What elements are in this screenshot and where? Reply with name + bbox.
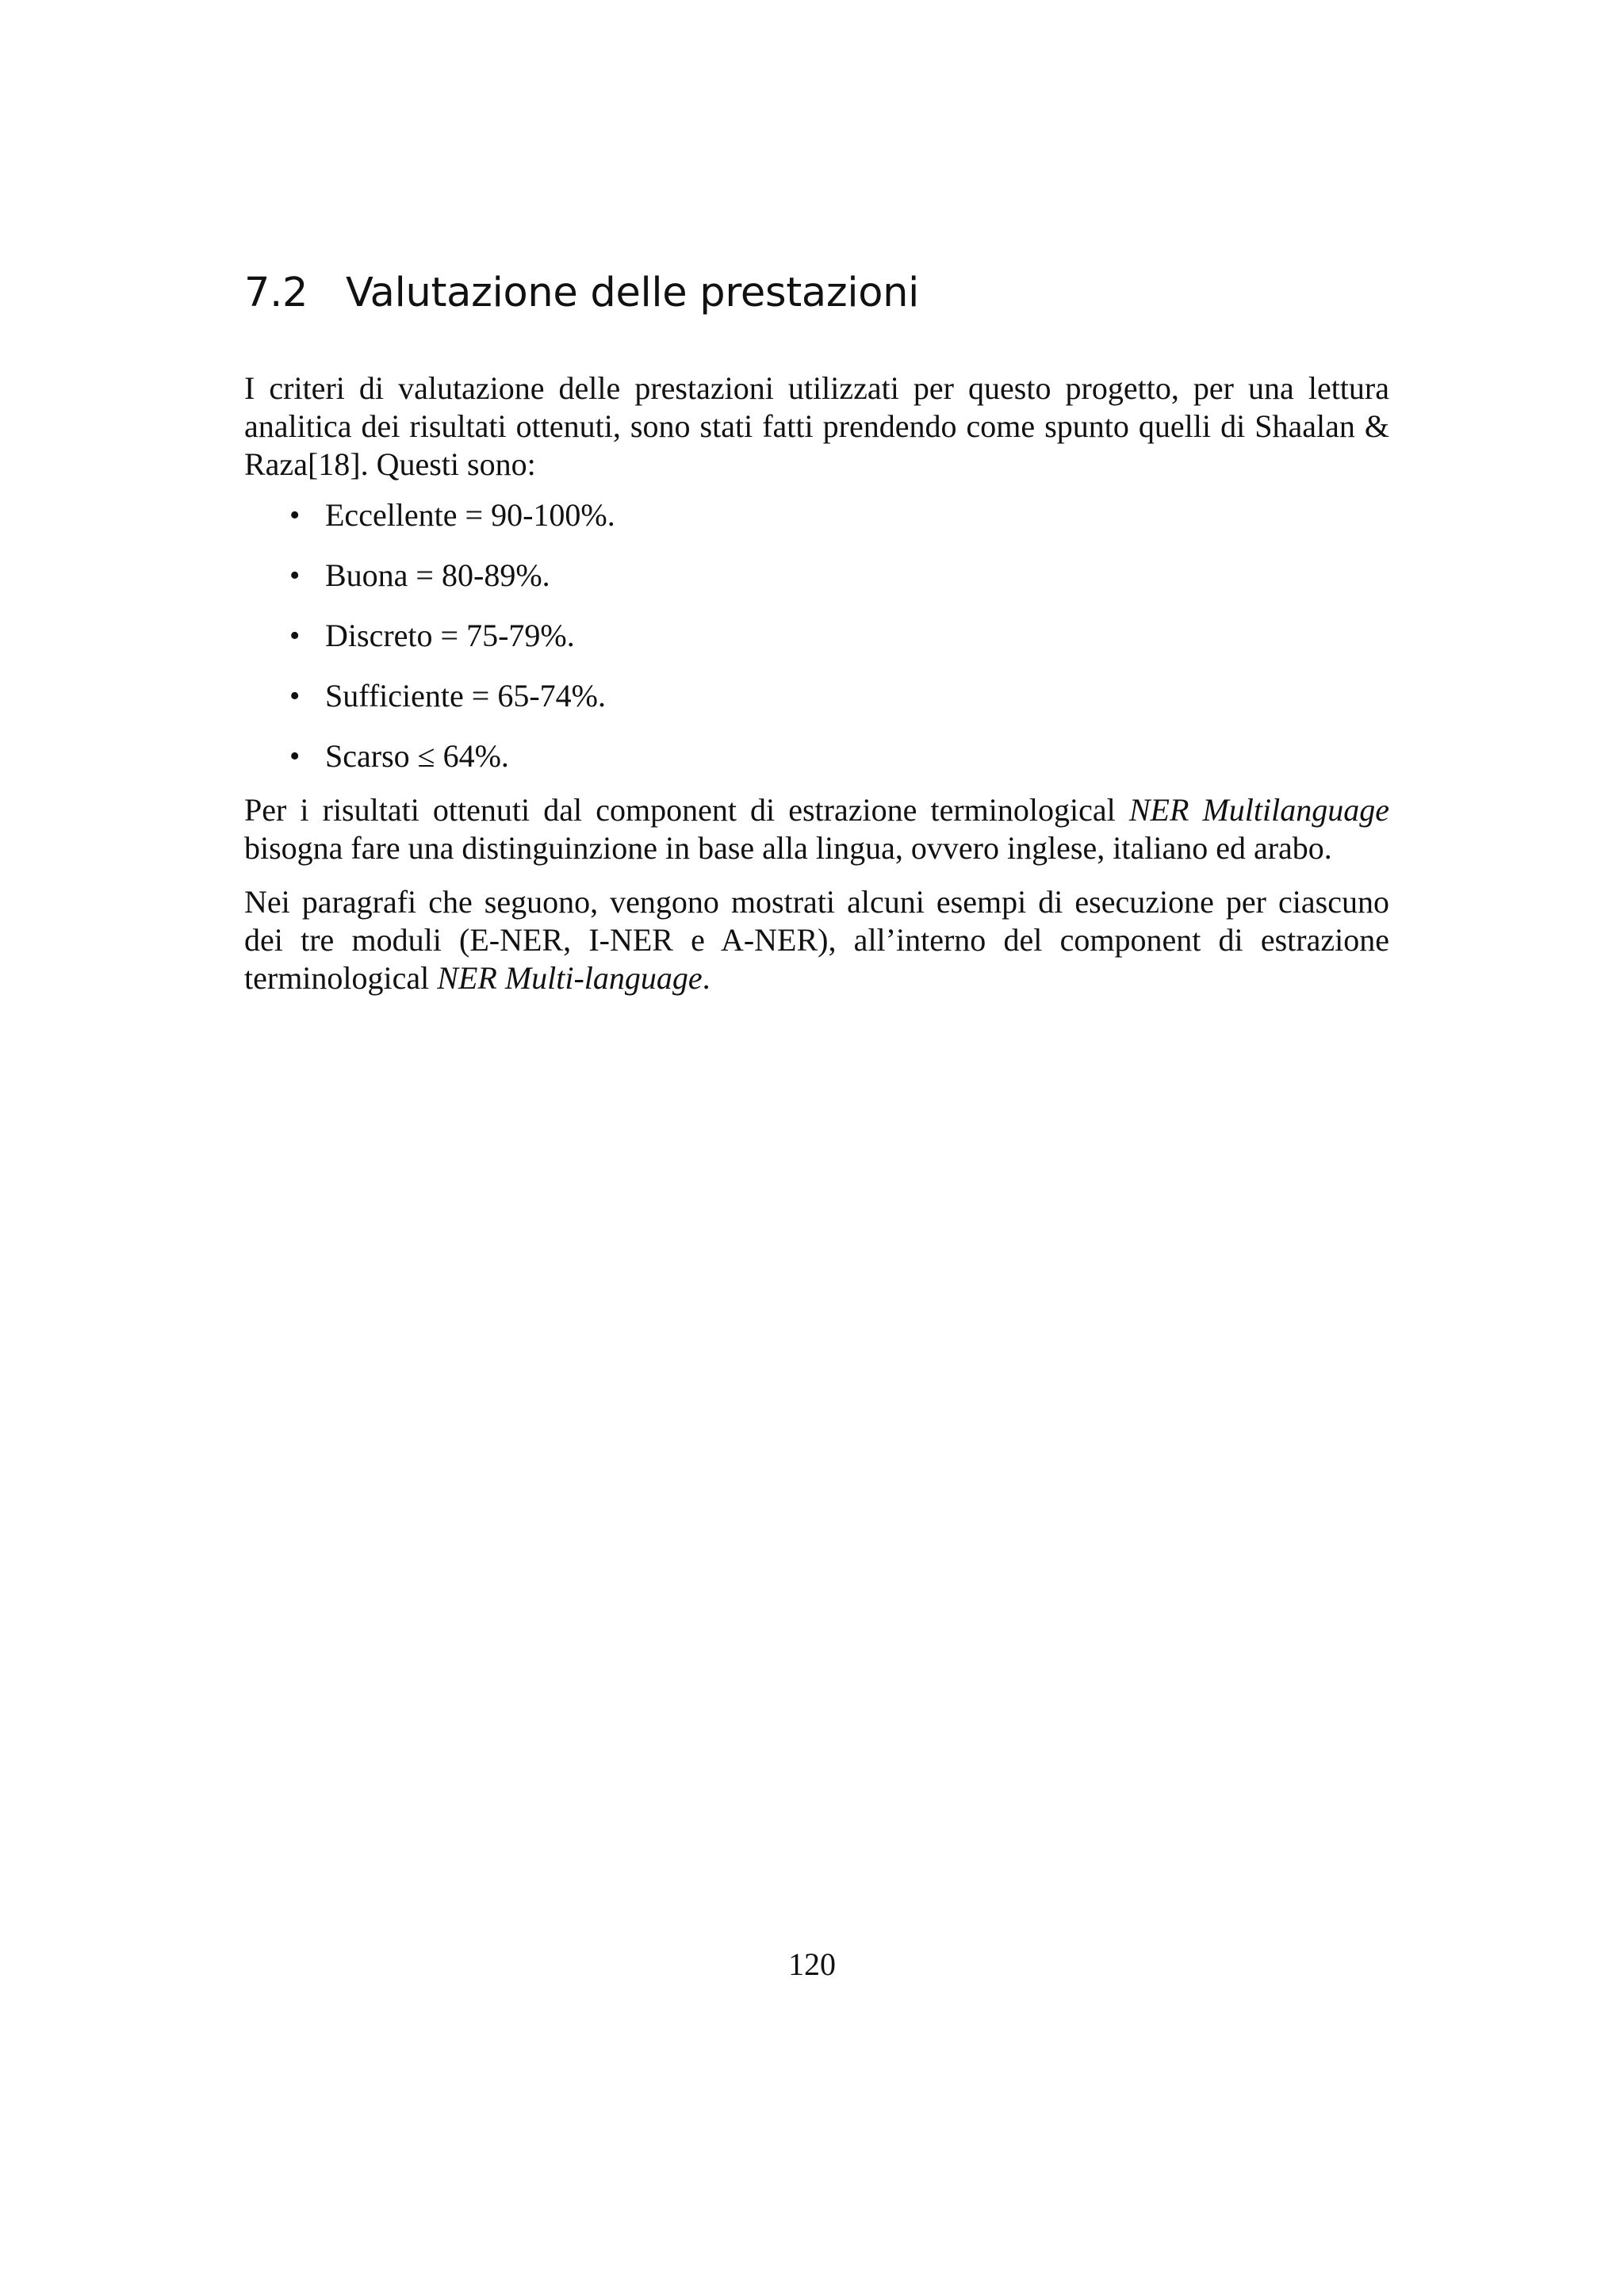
page-number: 120 (788, 1946, 836, 1982)
evaluation-criteria-list (244, 496, 1389, 775)
section-title: Valutazione delle prestazioni (346, 270, 920, 316)
criterion-sufficient: Sufficiente = 65-74%. (325, 678, 606, 714)
bullet-icon: • (289, 559, 301, 592)
bullet-icon: • (289, 740, 301, 773)
section-body (244, 369, 1389, 997)
examples-paragraph-text-end: . (702, 960, 710, 996)
examples-paragraph (244, 883, 1389, 997)
examples-paragraph-text: Nei paragrafi che seguono, vengono mostrati alcuni esempi di esecuzione per ciascuno dei tre moduli (E-NER, I-NER e A-NER), all’interno del component di estrazione terminological (244, 884, 1389, 996)
criterion-poor: Scarso ≤ 64%. (325, 738, 509, 774)
bullet-icon: • (289, 679, 301, 713)
intro-paragraph: I criteri di valutazione delle prestazioni utilizzati per questo progetto, per una lettura analitica dei risultati ottenuti, sono stati fatti prendendo come spunto quelli di Shaalan & Raza[18]. Questi sono: (244, 370, 1389, 482)
language-paragraph (244, 791, 1389, 867)
bullet-icon: • (289, 619, 301, 652)
component-name: NER Multi-language (437, 960, 703, 996)
criterion-fair: Discreto = 75-79%. (325, 618, 575, 653)
language-paragraph-text: Per i risultati ottenuti dal component di estrazione terminological (244, 792, 1129, 828)
list-item (244, 677, 1389, 715)
criterion-good: Buona = 80-89%. (325, 557, 550, 593)
section-heading (244, 262, 919, 325)
list-item (244, 737, 1389, 775)
list-item (244, 617, 1389, 655)
component-name: NER Multilanguage (1128, 792, 1389, 828)
list-item (244, 496, 1389, 534)
criterion-excellent: Eccellente = 90-100%. (325, 497, 615, 533)
language-paragraph-text-end: bisogna fare una distinguinzione in base alla lingua, ovvero inglese, italiano ed arabo. (244, 830, 1332, 866)
bullet-icon: • (289, 499, 301, 532)
list-item (244, 557, 1389, 595)
section-number: 7.2 (244, 270, 308, 316)
